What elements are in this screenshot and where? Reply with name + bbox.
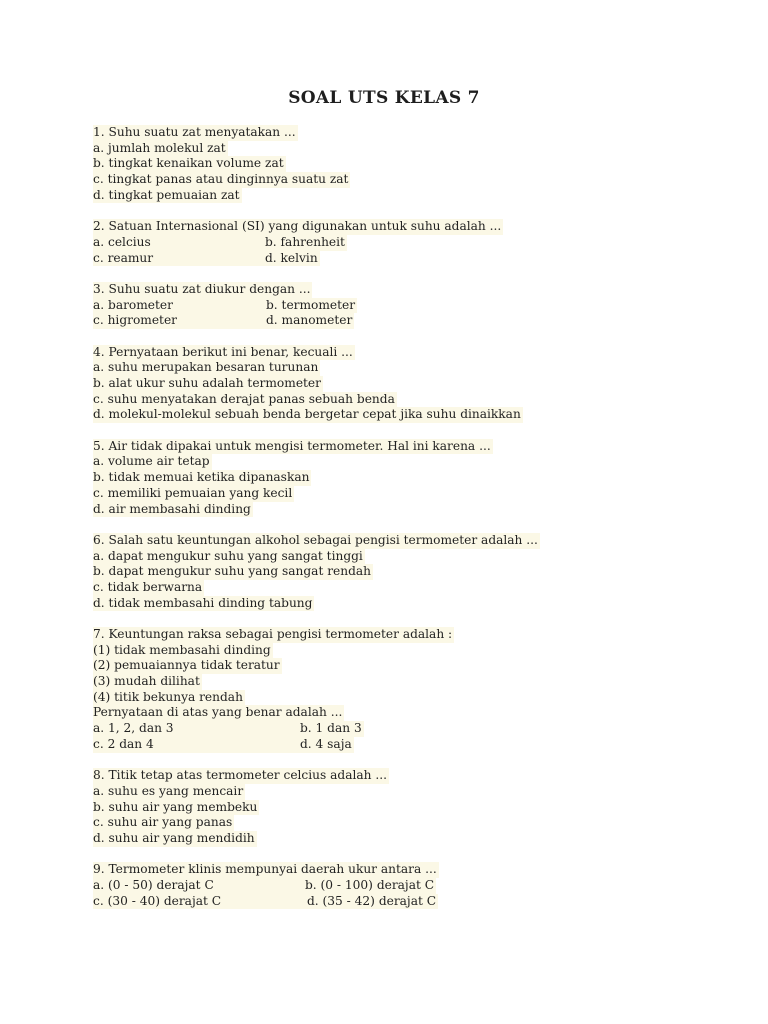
option: d. 4 saja (300, 736, 352, 751)
statement-item: (4) titik bekunya rendah (93, 689, 243, 704)
option: a. (0 - 50) derajat C (93, 878, 305, 894)
option: c. suhu menyatakan derajat panas sebuah benda (93, 391, 395, 406)
question-text: 4. Pernyataan berikut ini benar, kecuali ... (93, 344, 353, 359)
option-row (93, 878, 693, 894)
statement-item: (1) tidak membasahi dinding (93, 642, 271, 657)
option: d. (35 - 42) derajat C (307, 893, 437, 908)
option-row (93, 721, 693, 737)
question-text: 7. Keuntungan raksa sebagai pengisi termometer adalah : (93, 627, 453, 641)
option: d. air membasahi dinding (93, 501, 251, 516)
option-row (93, 251, 693, 267)
question-text: 9. Termometer klinis mempunyai daerah ukur antara ... (93, 862, 437, 877)
option: d. molekul-molekul sebuah benda bergetar cepat jika suhu dinaikkan (93, 407, 521, 422)
option: a. barometer (93, 298, 266, 314)
option: b. (0 - 100) derajat C (305, 878, 435, 892)
option: c. tingkat panas atau dinginnya suatu zat (93, 172, 349, 187)
option: d. suhu air yang mendidih (93, 830, 255, 845)
option: a. celcius (93, 235, 265, 251)
question-7 (93, 627, 693, 643)
question-5 (93, 439, 693, 455)
question-4 (93, 345, 693, 361)
question-stem: Pernyataan di atas yang benar adalah ... (93, 705, 343, 720)
option: b. tingkat kenaikan volume zat (93, 156, 284, 171)
option-row (93, 235, 693, 251)
option: d. tingkat pemuaian zat (93, 187, 240, 202)
option: c. suhu air yang panas (93, 815, 233, 830)
option: a. dapat mengukur suhu yang sangat tinggi (93, 548, 363, 563)
statement-item: (3) mudah dilihat (93, 674, 200, 689)
question-text: 1. Suhu suatu zat menyatakan ... (93, 125, 296, 139)
question-text: 6. Salah satu keuntungan alkohol sebagai pengisi termometer adalah ... (93, 532, 538, 547)
option: b. termometer (266, 297, 356, 312)
option: b. tidak memuai ketika dipanaskan (93, 470, 310, 485)
option: a. suhu merupakan besaran turunan (93, 360, 319, 375)
question-text: 5. Air tidak dipakai untuk mengisi termometer. Hal ini karena ... (93, 438, 491, 453)
option: c. 2 dan 4 (93, 737, 300, 753)
question-text: 2. Satuan Internasional (SI) yang digunakan untuk suhu adalah ... (93, 219, 502, 234)
option-row (93, 737, 693, 753)
option: c. higrometer (93, 313, 266, 329)
option: c. reamur (93, 251, 265, 267)
option: d. manometer (266, 313, 353, 328)
option: a. volume air tetap (93, 454, 210, 469)
question-6 (93, 533, 693, 549)
question-9 (93, 862, 693, 878)
option-row (93, 894, 693, 910)
question-list (93, 125, 693, 909)
option: b. dapat mengukur suhu yang sangat rendah (93, 564, 372, 579)
option: c. memiliki pemuaian yang kecil (93, 485, 293, 500)
question-text: 8. Titik tetap atas termometer celcius adalah ... (93, 768, 387, 783)
option: b. fahrenheit (265, 234, 345, 249)
statement-item: (2) pemuaiannya tidak teratur (93, 658, 280, 673)
question-2 (93, 219, 693, 235)
option: a. suhu es yang mencair (93, 783, 244, 798)
question-1 (93, 125, 693, 141)
option: c. tidak berwarna (93, 579, 203, 594)
option: b. 1 dan 3 (300, 721, 362, 736)
option: a. 1, 2, dan 3 (93, 721, 300, 737)
option-row (93, 313, 693, 329)
question-3 (93, 282, 693, 298)
option: b. suhu air yang membeku (93, 799, 258, 814)
option: a. jumlah molekul zat (93, 140, 226, 155)
option: b. alat ukur suhu adalah termometer (93, 376, 321, 390)
option: d. tidak membasahi dinding tabung (93, 595, 313, 610)
option-row (93, 298, 693, 314)
question-8 (93, 768, 693, 784)
option: c. (30 - 40) derajat C (93, 894, 307, 910)
question-text: 3. Suhu suatu zat diukur dengan ... (93, 281, 311, 296)
page-title: SOAL UTS KELAS 7 (288, 88, 480, 108)
option: d. kelvin (265, 250, 318, 265)
